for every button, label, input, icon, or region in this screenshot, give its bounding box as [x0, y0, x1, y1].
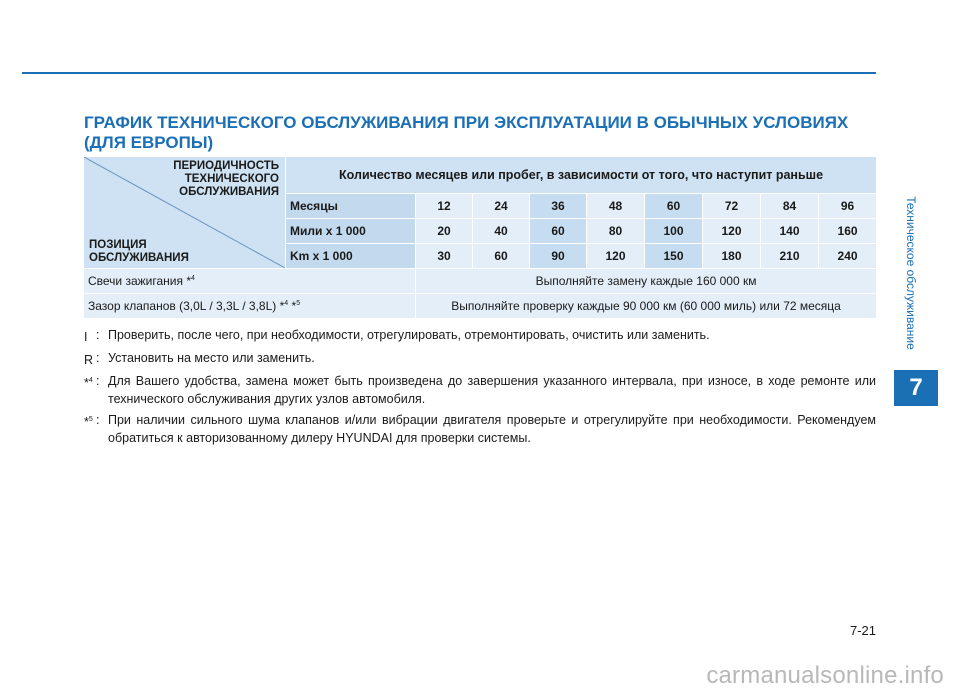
- table-cell: 80: [587, 219, 645, 244]
- table-cell: 30: [416, 244, 473, 269]
- note-item: [84, 349, 876, 369]
- table-row-valve-clearance: [84, 294, 877, 319]
- table-cell: 90: [530, 244, 587, 269]
- notes-list: [84, 326, 876, 450]
- row-label: Месяцы: [286, 194, 416, 219]
- item-name: Зазор клапанов (3,0L / 3,3L / 3,8L) *: [88, 299, 285, 313]
- note-text: Установить на место или заменить.: [108, 351, 315, 366]
- chapter-tab: 7: [894, 370, 938, 406]
- table-cell: 180: [703, 244, 761, 269]
- table-cell: 72: [703, 194, 761, 219]
- table-cell: 210: [761, 244, 819, 269]
- note-text: Для Вашего удобства, замена может быть произведена до завершения указанного интервала, при износе, в ходе ремонте или технического обслуживания других узлов автомобиля.: [108, 374, 876, 407]
- table-cell: 12: [416, 194, 473, 219]
- corner-period-label: ПЕРИОДИЧНОСТЬ ТЕХНИЧЕСКОГО ОБСЛУЖИВАНИЯ: [173, 160, 279, 198]
- item-footnote-ref: 4: [191, 275, 195, 282]
- item-action: Выполняйте проверку каждые 90 000 км (60 000 миль) или 72 месяца: [416, 294, 877, 319]
- note-text: При наличии сильного шума клапанов и/или вибрации двигателя проверьте и отрегулируйте при необходимости. Рекомендуем обратиться к авторизованному дилеру HYUNDAI для проверки системы.: [108, 413, 876, 446]
- table-cell: 20: [416, 219, 473, 244]
- row-label: Km x 1 000: [286, 244, 416, 269]
- item-name-cell: [84, 269, 416, 294]
- item-action: Выполняйте замену каждые 160 000 км: [416, 269, 877, 294]
- chapter-side-label: [902, 180, 920, 366]
- note-key: [84, 372, 96, 408]
- table-cell: 150: [645, 244, 703, 269]
- table-cell: 24: [473, 194, 530, 219]
- note-key-text: R: [84, 353, 94, 368]
- note-key-text: *: [84, 415, 89, 430]
- item-footnote-ref: 5: [296, 300, 301, 307]
- table-cell: 60: [645, 194, 703, 219]
- item-footnote-ref: 4: [284, 300, 289, 307]
- note-key: [84, 411, 96, 447]
- table-row-spark-plugs: [84, 269, 877, 294]
- note-key-text: *: [84, 376, 89, 391]
- table-corner-cell: [84, 157, 286, 269]
- table-header: Количество месяцев или пробег, в зависимости от того, что наступит раньше: [286, 157, 877, 194]
- item-name-cell: Зазор клапанов (3,0L / 3,3L / 3,8L) *$^4$ *$^5$: [84, 294, 416, 319]
- table-cell: 60: [530, 219, 587, 244]
- table-cell: 120: [587, 244, 645, 269]
- table-cell: 240: [819, 244, 877, 269]
- note-key-sup: 5: [88, 416, 93, 424]
- table-cell: 40: [473, 219, 530, 244]
- table-cell: 120: [703, 219, 761, 244]
- item-name: Свечи зажигания *: [88, 274, 191, 288]
- table-cell: 96: [819, 194, 877, 219]
- note-item: [84, 411, 876, 447]
- top-rule: [22, 72, 876, 74]
- note-colon: :: [96, 328, 100, 342]
- note-key-sup: 4: [88, 377, 93, 385]
- table-cell: 60: [473, 244, 530, 269]
- note-colon: :: [96, 374, 100, 389]
- table-cell: 84: [761, 194, 819, 219]
- note-key: [84, 326, 96, 346]
- note-colon: :: [96, 351, 100, 366]
- note-key: [84, 349, 96, 369]
- note-text: Проверить, после чего, при необходимости, отрегулировать, отремонтировать, очистить или заменить.: [108, 328, 710, 342]
- table-cell: 160: [819, 219, 877, 244]
- table-cell: 140: [761, 219, 819, 244]
- page-title: ГРАФИК ТЕХНИЧЕСКОГО ОБСЛУЖИВАНИЯ ПРИ ЭКСПЛУАТАЦИИ В ОБЫЧНЫХ УСЛОВИЯХ (ДЛЯ ЕВРОПЫ): [84, 113, 849, 152]
- watermark: carmanualsonline.info: [706, 662, 944, 689]
- table-cell: 100: [645, 219, 703, 244]
- table-cell: 48: [587, 194, 645, 219]
- note-item: [84, 326, 876, 346]
- maintenance-schedule-table: [83, 156, 877, 319]
- chapter-side-label-text: Техническое обслуживание: [904, 196, 918, 350]
- corner-position-label: ПОЗИЦИЯ ОБСЛУЖИВАНИЯ: [89, 239, 189, 264]
- page-number: 7-21: [849, 623, 876, 638]
- note-item: [84, 372, 876, 408]
- row-label: Мили x 1 000: [286, 219, 416, 244]
- note-colon: :: [96, 413, 100, 428]
- table-cell: 36: [530, 194, 587, 219]
- note-key-text: I: [84, 330, 88, 345]
